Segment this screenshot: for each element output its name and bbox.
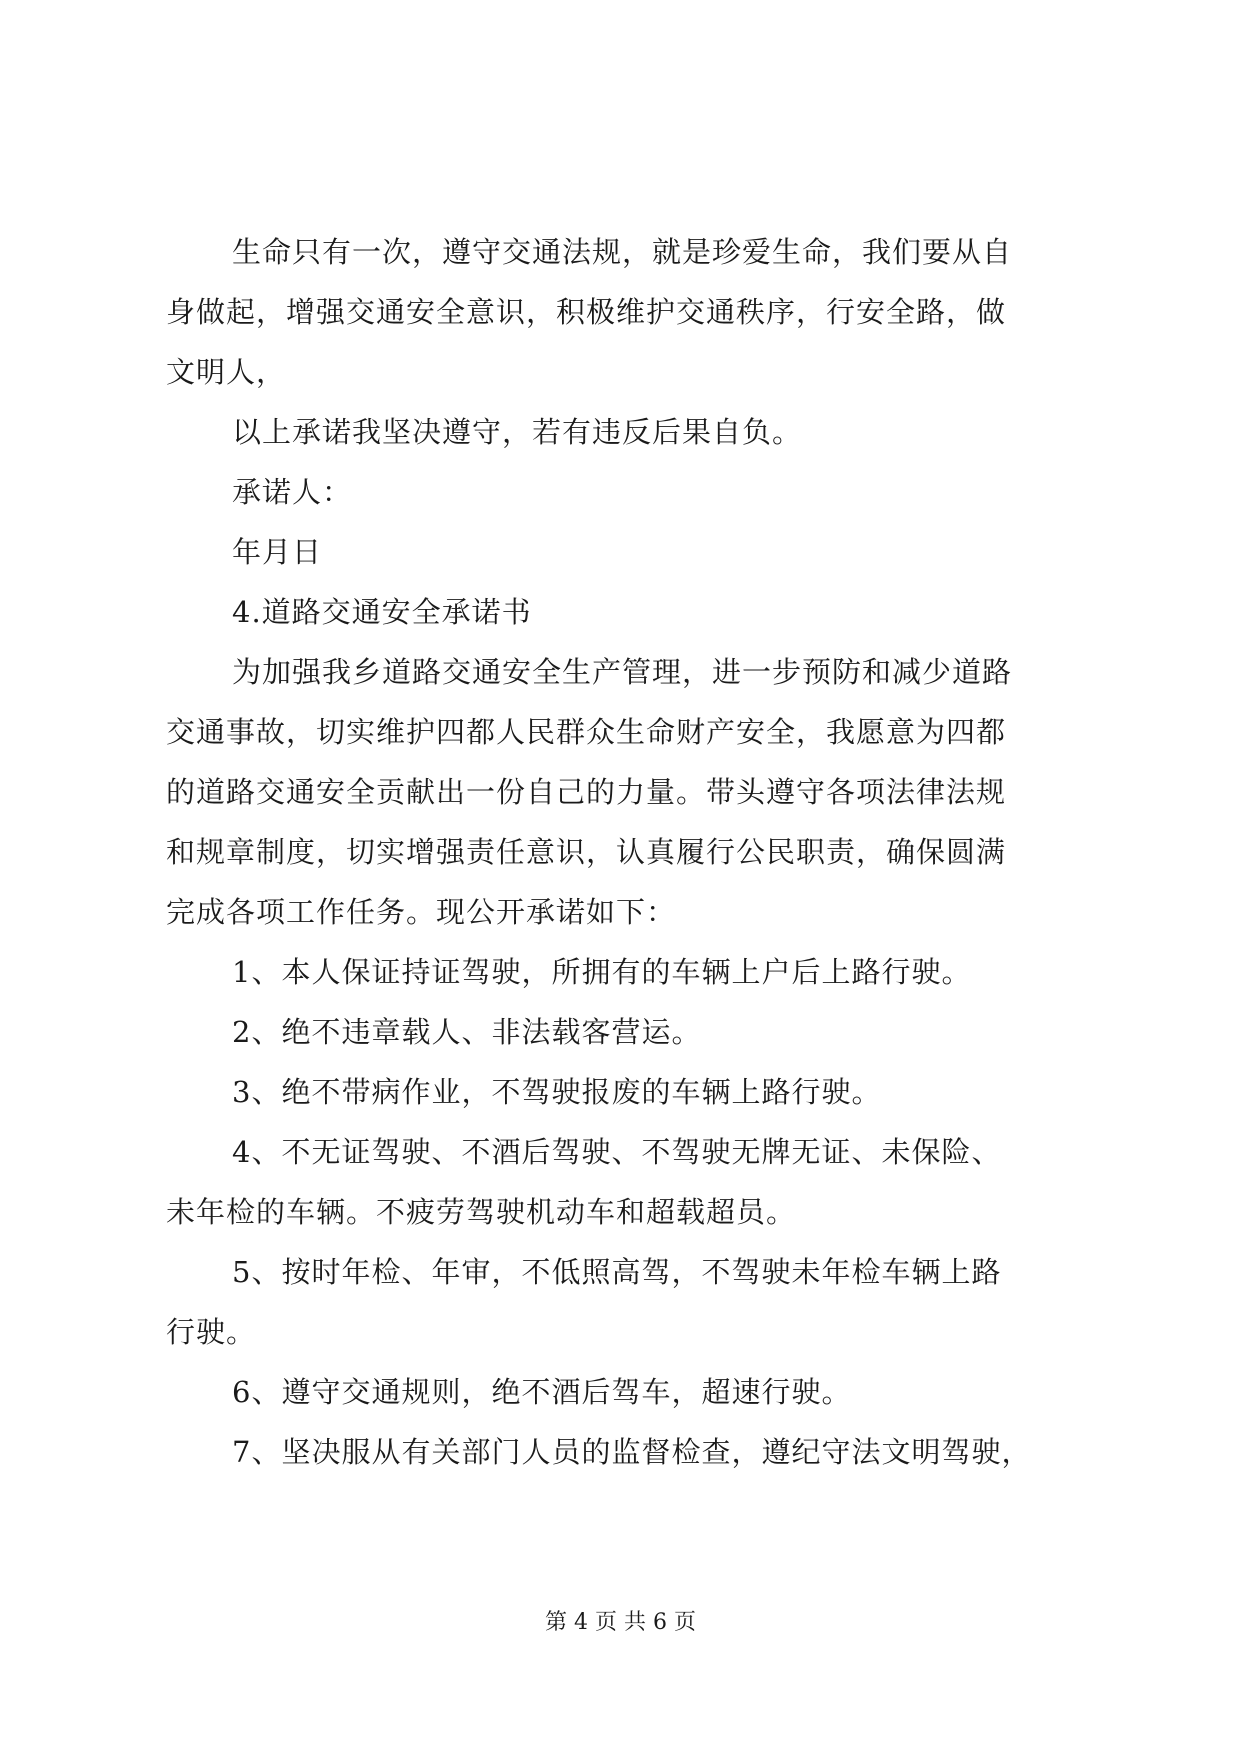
date-label: 年月日: [232, 535, 323, 569]
list-item: 2、绝不违章载人、非法载客营运。: [232, 1015, 702, 1049]
text-line: 和规章制度，切实增强责任意识，认真履行公民职责，确保圆满: [166, 835, 1007, 869]
text-line: 行驶。: [166, 1315, 257, 1349]
text-line: 以上承诺我坚决遵守，若有违反后果自负。: [232, 415, 803, 449]
text-line: 完成各项工作任务。现公开承诺如下：: [166, 895, 677, 929]
list-item: 7、坚决服从有关部门人员的监督检查，遵纪守法文明驾驶，: [232, 1435, 1032, 1469]
signatory-label: 承诺人：: [232, 475, 353, 509]
list-item: 1、本人保证持证驾驶，所拥有的车辆上户后上路行驶。: [232, 955, 972, 989]
list-item: 3、绝不带病作业，不驾驶报废的车辆上路行驶。: [232, 1075, 882, 1109]
text-line: 生命只有一次，遵守交通法规，就是珍爱生命，我们要从自: [232, 235, 1013, 269]
text-line: 为加强我乡道路交通安全生产管理，进一步预防和减少道路: [232, 655, 1013, 689]
list-item: 5、按时年检、年审，不低照高驾，不驾驶未年检车辆上路: [232, 1255, 1002, 1289]
text-line: 的道路交通安全贡献出一份自己的力量。带头遵守各项法律法规: [166, 775, 1007, 809]
list-item: 6、遵守交通规则，绝不酒后驾车，超速行驶。: [232, 1375, 852, 1409]
section-heading: 4.道路交通安全承诺书: [232, 595, 532, 629]
text-line: 身做起，增强交通安全意识，积极维护交通秩序，行安全路，做: [166, 295, 1007, 329]
text-line: 未年检的车辆。不疲劳驾驶机动车和超载超员。: [166, 1195, 797, 1229]
text-line: 文明人，: [166, 355, 287, 389]
text-line: 交通事故，切实维护四都人民群众生命财产安全，我愿意为四都: [166, 715, 1007, 749]
page-number-footer: 第 4 页 共 6 页: [545, 1610, 696, 1635]
list-item: 4、不无证驾驶、不酒后驾驶、不驾驶无牌无证、未保险、: [232, 1135, 1002, 1169]
